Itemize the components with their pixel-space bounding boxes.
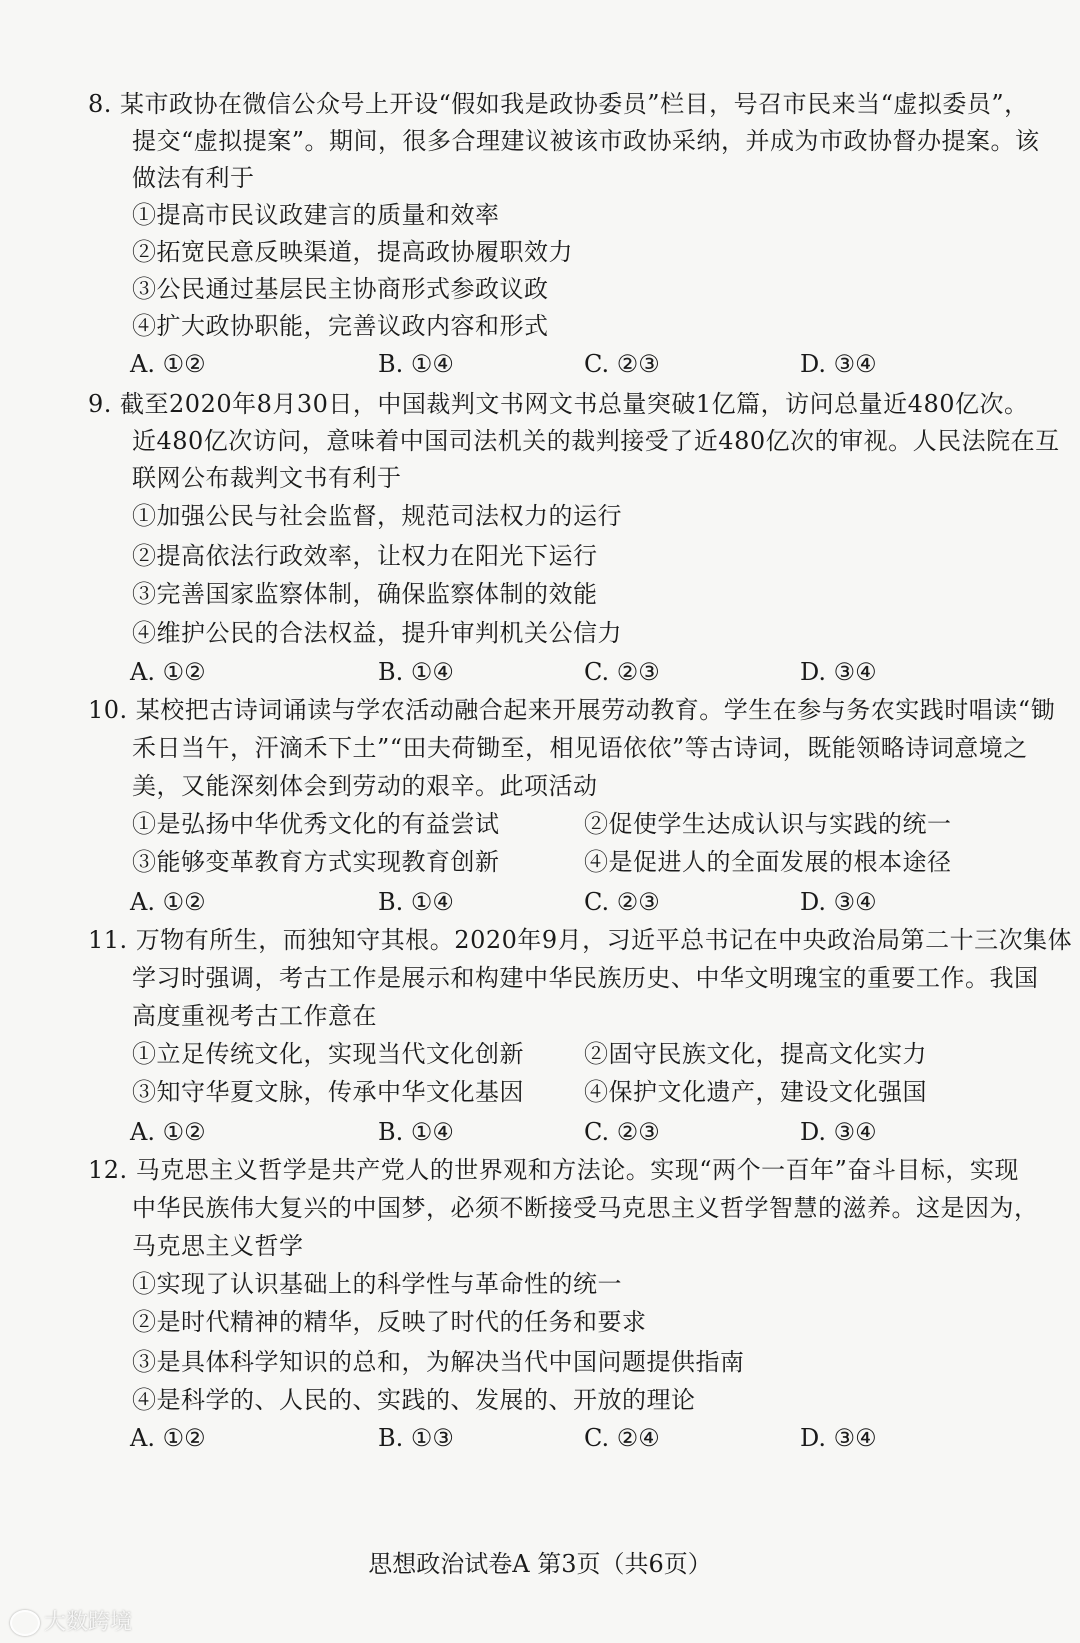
q9-choice-b: B. ①④	[378, 658, 454, 686]
q10-choice-d: D. ③④	[800, 888, 877, 916]
q11-choice-a: A. ①②	[130, 1118, 206, 1146]
q9-choice-c: C. ②③	[584, 658, 660, 686]
q12-choice-b: B. ①③	[378, 1424, 454, 1452]
q12-choice-c: C. ②④	[584, 1424, 660, 1452]
q10-choice-a: A. ①②	[130, 888, 206, 916]
q9-statement-2: ②提高依法行政效率，让权力在阳光下运行	[132, 542, 598, 570]
q12-statement-2: ②是时代精神的精华，反映了时代的任务和要求	[132, 1308, 647, 1336]
q10-choice-c: C. ②③	[584, 888, 660, 916]
q9-choice-d: D. ③④	[800, 658, 877, 686]
q8-statement-1: ①提高市民议政建言的质量和效率	[132, 201, 500, 229]
q11-statement-4: ④保护文化遗产，建设文化强国	[584, 1078, 927, 1106]
q9-stem-line-2: 近480亿次访问，意味着中国司法机关的裁判接受了近480亿次的审视。人民法院在互	[132, 427, 1060, 455]
q11-statement-2: ②固守民族文化，提高文化实力	[584, 1040, 927, 1068]
q9-choice-a: A. ①②	[130, 658, 206, 686]
q8-stem-line-2: 提交“虚拟提案”。期间，很多合理建议被该市政协采纳，并成为市政协督办提案。该	[132, 127, 1040, 155]
watermark	[10, 1608, 132, 1638]
q9-statement-4: ④维护公民的合法权益，提升审判机关公信力	[132, 619, 622, 647]
q10-stem-line-3: 美，又能深刻体会到劳动的艰辛。此项活动	[132, 772, 598, 800]
q12-stem-line-1: 12. 马克思主义哲学是共产党人的世界观和方法论。实现“两个一百年”奋斗目标，实现	[88, 1156, 1019, 1184]
q8-stem-line-3: 做法有利于	[132, 164, 255, 192]
q10-stem-line-1: 10. 某校把古诗词诵读与学农活动融合起来开展劳动教育。学生在参与务农实践时唱读“锄	[88, 696, 1056, 724]
q10-statement-4: ④是促进人的全面发展的根本途径	[584, 848, 952, 876]
q10-choice-b: B. ①④	[378, 888, 454, 916]
q9-stem-line-3: 联网公布裁判文书有利于	[132, 464, 402, 492]
q8-statement-2: ②拓宽民意反映渠道，提高政协履职效力	[132, 238, 573, 266]
q10-statement-2: ②促使学生达成认识与实践的统一	[584, 810, 952, 838]
q11-statement-3: ③知守华夏文脉，传承中华文化基因	[132, 1078, 524, 1106]
q8-stem-line-1: 8. 某市政协在微信公众号上开设“假如我是政协委员”栏目，号召市民来当“虚拟委员”，	[88, 90, 1029, 118]
q12-choice-a: A. ①②	[130, 1424, 206, 1452]
page-footer: 思想政治试卷A 第3页（共6页）	[368, 1550, 712, 1578]
watermark-logo-icon	[10, 1610, 40, 1636]
q12-stem-line-3: 马克思主义哲学	[132, 1232, 304, 1260]
q9-stem-line-1: 9. 截至2020年8月30日，中国裁判文书网文书总量突破1亿篇，访问总量近480亿次。	[88, 390, 1029, 418]
watermark-text: 大数跨境	[44, 1610, 133, 1635]
q8-statement-3: ③公民通过基层民主协商形式参政议政	[132, 275, 549, 303]
q8-choice-a: A. ①②	[130, 350, 206, 378]
q10-stem-line-2: 禾日当午，汗滴禾下土”“田夫荷锄至，相见语依依”等古诗词，既能领略诗词意境之	[132, 734, 1028, 762]
q12-choice-d: D. ③④	[800, 1424, 877, 1452]
q12-stem-line-2: 中华民族伟大复兴的中国梦，必须不断接受马克思主义哲学智慧的滋养。这是因为，	[132, 1194, 1039, 1222]
q10-statement-1: ①是弘扬中华优秀文化的有益尝试	[132, 810, 500, 838]
q12-statement-1: ①实现了认识基础上的科学性与革命性的统一	[132, 1270, 622, 1298]
q11-choice-c: C. ②③	[584, 1118, 660, 1146]
q8-statement-4: ④扩大政协职能，完善议政内容和形式	[132, 312, 549, 340]
q12-statement-4: ④是科学的、人民的、实践的、发展的、开放的理论	[132, 1386, 696, 1414]
q11-stem-line-2: 学习时强调，考古工作是展示和构建中华民族历史、中华文明瑰宝的重要工作。我国	[132, 964, 1039, 992]
q8-choice-b: B. ①④	[378, 350, 454, 378]
q11-stem-line-3: 高度重视考古工作意在	[132, 1002, 377, 1030]
q8-choice-c: C. ②③	[584, 350, 660, 378]
q10-statement-3: ③能够变革教育方式实现教育创新	[132, 848, 500, 876]
q9-statement-3: ③完善国家监察体制，确保监察体制的效能	[132, 580, 598, 608]
q8-choice-d: D. ③④	[800, 350, 877, 378]
q12-statement-3: ③是具体科学知识的总和，为解决当代中国问题提供指南	[132, 1348, 745, 1376]
q11-choice-d: D. ③④	[800, 1118, 877, 1146]
q11-statement-1: ①立足传统文化，实现当代文化创新	[132, 1040, 524, 1068]
q9-statement-1: ①加强公民与社会监督，规范司法权力的运行	[132, 502, 622, 530]
q11-stem-line-1: 11. 万物有所生，而独知守其根。2020年9月，习近平总书记在中央政治局第二十三次集体	[88, 926, 1073, 954]
q11-choice-b: B. ①④	[378, 1118, 454, 1146]
